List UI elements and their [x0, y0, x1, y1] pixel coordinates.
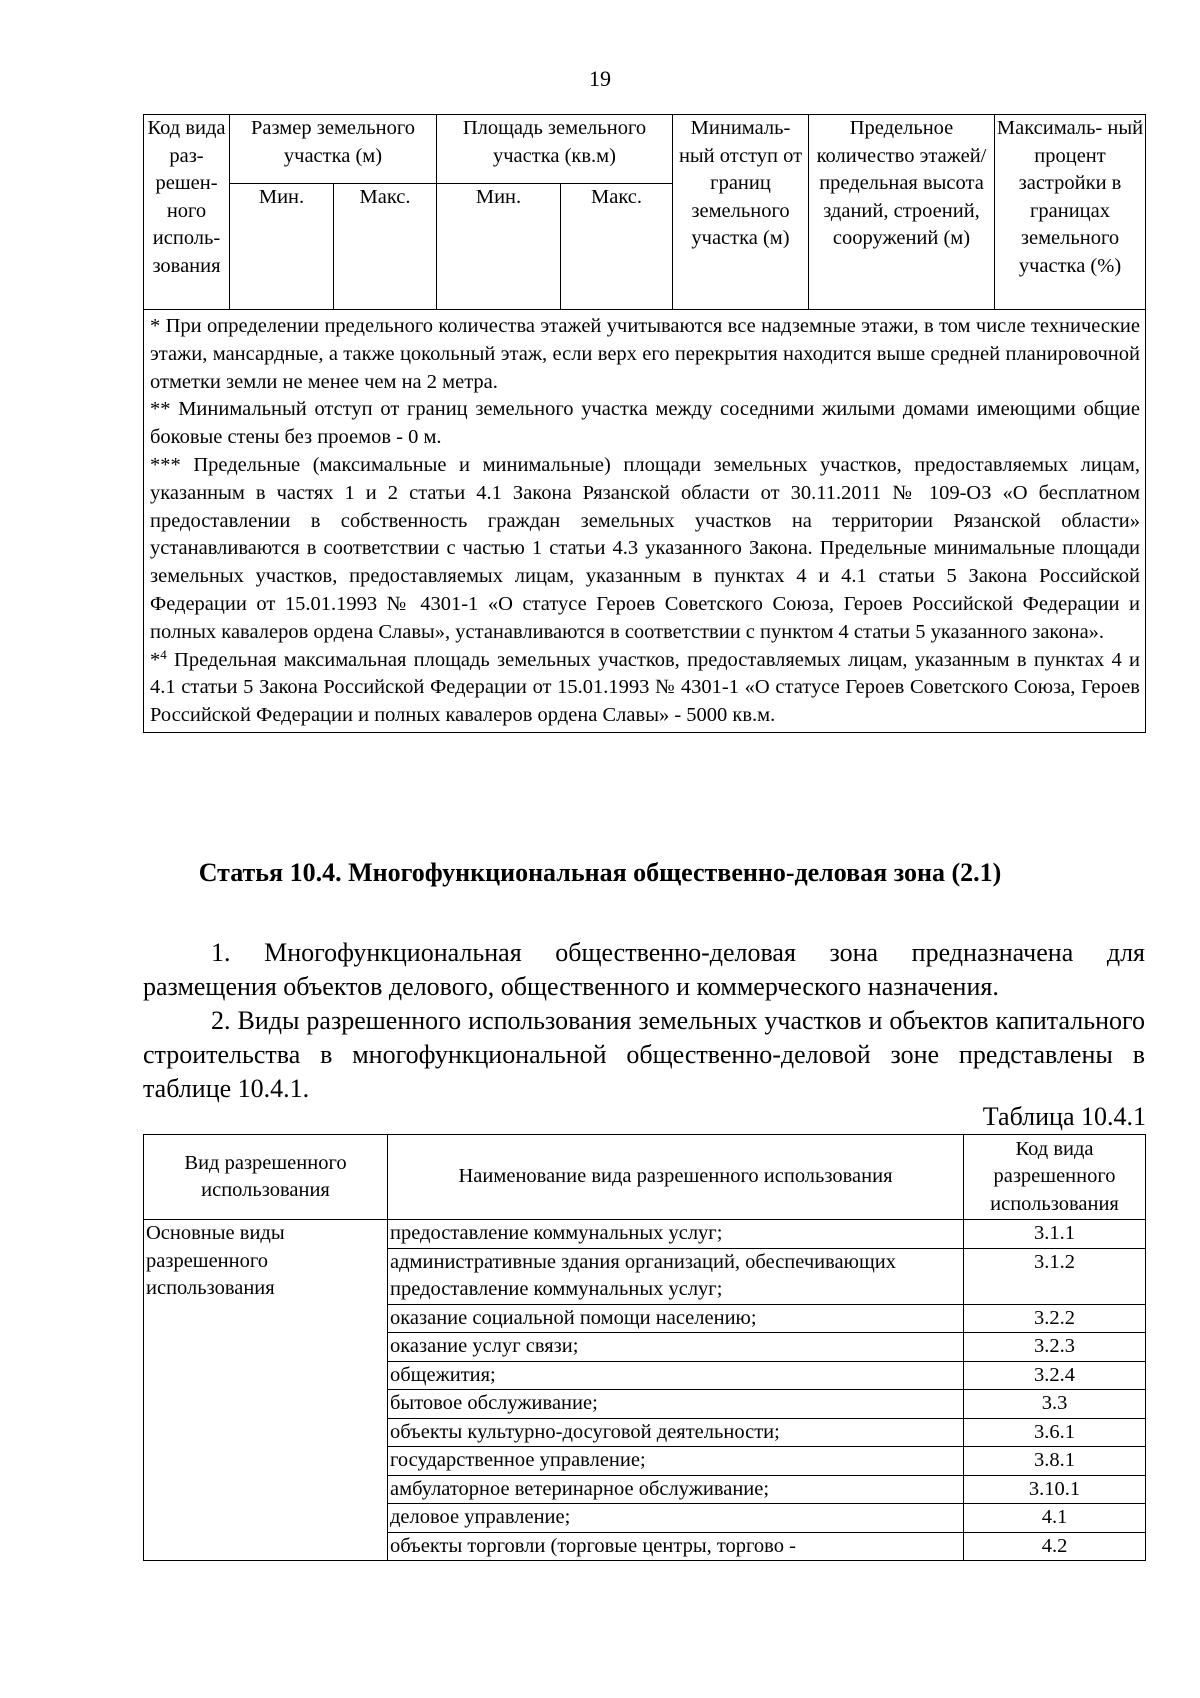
header-code: Код вида разрешенного использования: [964, 1135, 1146, 1220]
header-floors: Предельное количество этажей/ предельная высота зданий, строений, сооружений (м): [809, 115, 995, 310]
header-kind: Вид разрешенного использования: [144, 1135, 388, 1220]
table-footnotes: [144, 310, 1146, 733]
use-name: административные здания организаций, обеспечивающих предоставление коммунальных услуг;: [388, 1248, 964, 1304]
use-code: 3.2.2: [964, 1304, 1146, 1333]
header-size-max: Макс.: [334, 184, 437, 310]
header-plot-size: Размер земельного участка (м): [230, 115, 437, 184]
use-code: 3.8.1: [964, 1447, 1146, 1476]
use-name: предоставление коммунальных услуг;: [388, 1220, 964, 1249]
use-name: бытовое обслуживание;: [388, 1390, 964, 1419]
page-number: 19: [589, 66, 611, 91]
use-code: 3.1.1: [964, 1220, 1146, 1249]
article-title: Статья 10.4. Многофункциональная общественно-деловая зона (2.1): [198, 858, 1002, 887]
footnote-4: *$^4$ Предельная максимальная площадь земельных участков, предоставляемых лицам, указанным в пунктах 4 и 4.1 статьи 5 Закона Российской Федерации от 15.01.1993 № 4301-1 «О статусе Героев Советского Союза, Героев Российской Федерации и полных кавалеров ордена Славы» - 5000 кв.м.: [150, 646, 1140, 727]
use-code: 3.2.3: [964, 1333, 1146, 1362]
use-code: 4.1: [964, 1504, 1146, 1533]
header-name: Наименование вида разрешенного использования: [388, 1135, 964, 1220]
header-plot-area: Площадь земельного участка (кв.м): [437, 115, 673, 184]
use-code: 4.2: [964, 1532, 1146, 1561]
use-name: объекты культурно-досуговой деятельности;: [388, 1418, 964, 1447]
use-name: оказание услуг связи;: [388, 1333, 964, 1362]
use-name: деловое управление;: [388, 1504, 964, 1533]
table-row: [144, 1220, 1146, 1249]
use-name: объекты торговли (торговые центры, торгово -: [388, 1532, 964, 1561]
use-code: 3.1.2: [964, 1248, 1146, 1304]
header-area-min: Мин.: [437, 184, 561, 310]
use-name: амбулаторное ветеринарное обслуживание;: [388, 1475, 964, 1504]
header-area-max: Макс.: [561, 184, 673, 310]
header-coverage: Максималь- ный процент застройки в границах земельного участка (%): [995, 115, 1146, 310]
use-code: 3.10.1: [964, 1475, 1146, 1504]
use-code: 3.6.1: [964, 1418, 1146, 1447]
paragraph-2: 2. Виды разрешенного использования земельных участков и объектов капитального строительства в многофункциональной общественно-деловой зоне представлены в таблице 10.4.1.: [143, 1006, 1145, 1103]
permitted-use-table: [143, 1134, 1146, 1561]
use-name: государственное управление;: [388, 1447, 964, 1476]
footnote-3: *** Предельные (максимальные и минимальные) площади земельных участков, предоставляемых лицам, указанным в частях 1 и 2 статьи 4.1 Закона Рязанской области от 30.11.2011 № 109-ОЗ «О бесплатном предоставлении в собственность граждан земельных участков на территории Рязанской области» устанавливаются в соответствии с частью 1 статьи 4.3 указанного Закона. Предельные минимальные площади земельных участков, предоставляемых лицам, указанным в пунктах 4 и 4.1 статьи 5 Закона Российской Федерации от 15.01.1993 № 4301-1 «О статусе Героев Советского Союза, Героев Российской Федерации и полных кавалеров ордена Славы», устанавливаются в соответствии с пунктом 4 статьи 5 указанного закона».: [150, 453, 1141, 643]
footnote-1: * При определении предельного количества этажей учитываются все надземные этажи, в том числе технические этажи, мансардные, а также цокольный этаж, если верх его перекрытия находится выше средней планировочной отметки земли не менее чем на 2 метра.: [150, 315, 1140, 393]
use-code: 3.2.4: [964, 1361, 1146, 1390]
group-label: Основные виды разрешенного использования: [144, 1220, 388, 1561]
zoning-parameters-table: [143, 114, 1146, 733]
table-caption: Таблица 10.4.1: [982, 1102, 1146, 1131]
use-name: общежития;: [388, 1361, 964, 1390]
footnote-2: ** Минимальный отступ от границ земельного участка между соседними жилыми домами имеющими общие боковые стены без проемов - 0 м.: [150, 398, 1141, 449]
header-size-min: Мин.: [230, 184, 334, 310]
use-name: оказание социальной помощи населению;: [388, 1304, 964, 1333]
header-min-setback: Минималь- ный отступ от границ земельного участка (м): [673, 115, 809, 310]
paragraph-1: 1. Многофункциональная общественно-деловая зона предназначена для размещения объектов делового, общественного и коммерческого назначения.: [143, 938, 1145, 1001]
use-code: 3.3: [964, 1390, 1146, 1419]
header-code: Код вида раз- решен- ного исполь- зования: [144, 115, 230, 310]
